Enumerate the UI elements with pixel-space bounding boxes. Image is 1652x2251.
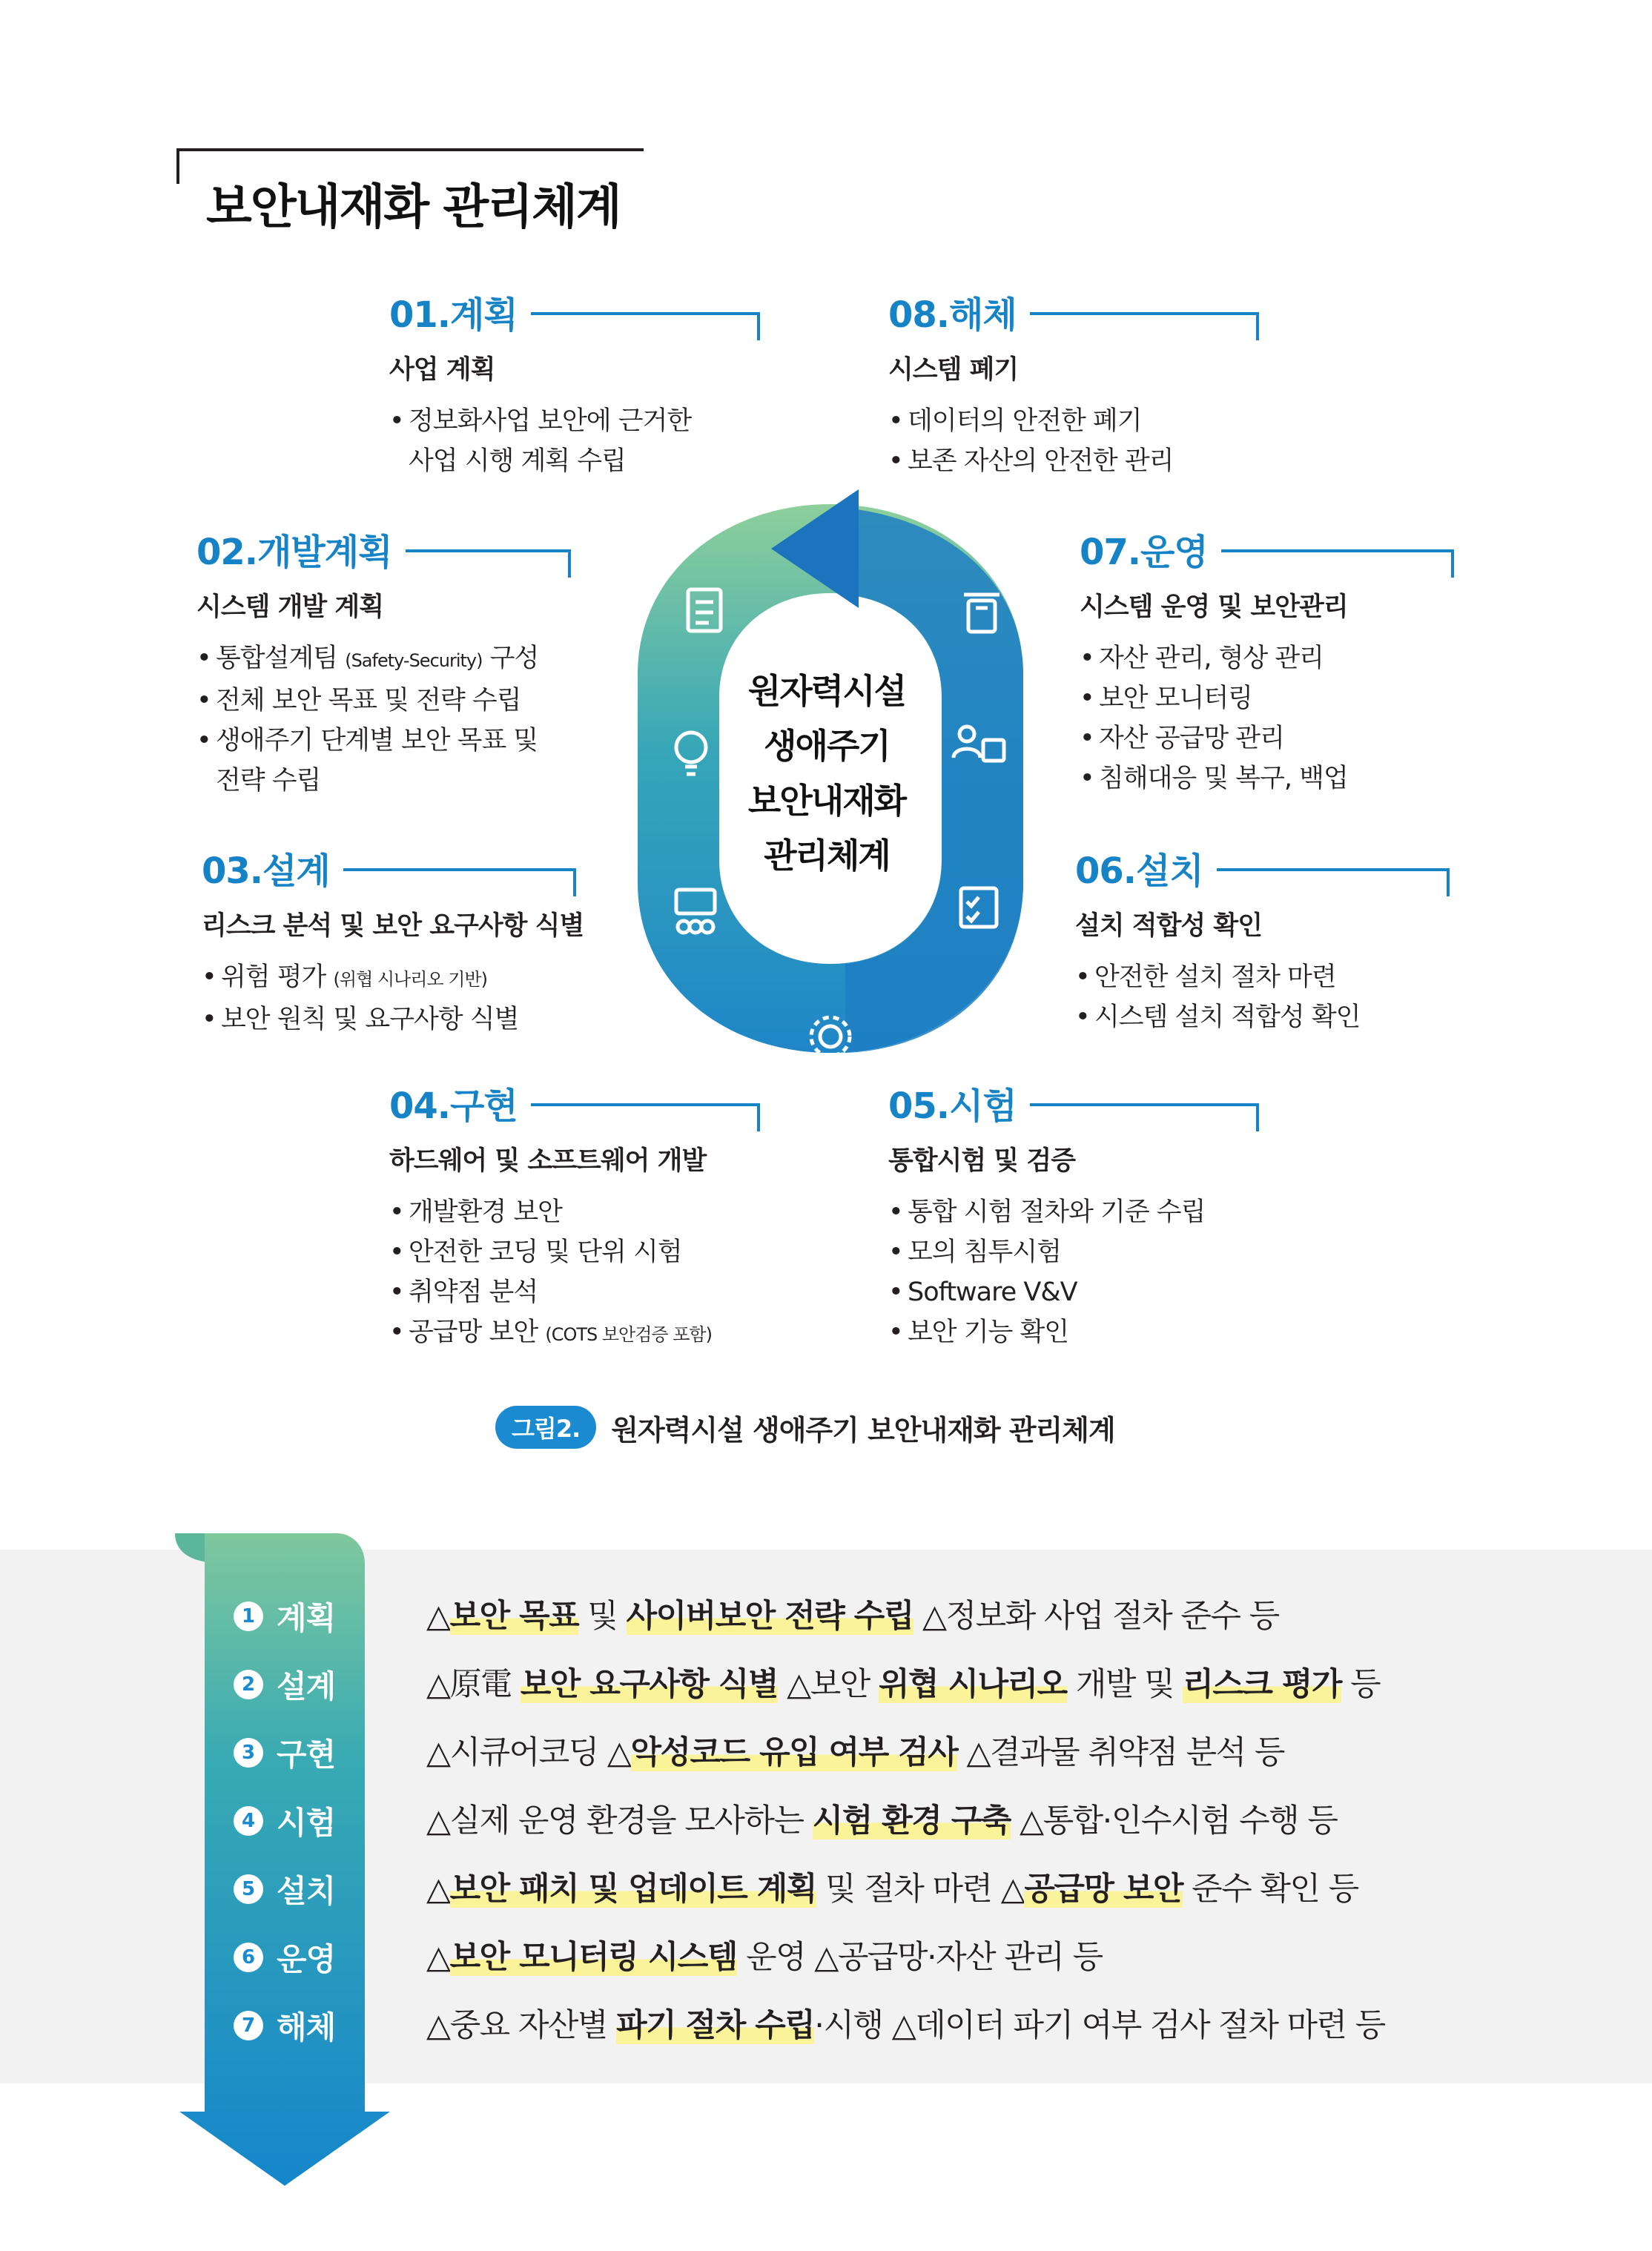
bullet: • 취약점 분석 bbox=[389, 1272, 760, 1312]
stage-title: 05.시험 bbox=[888, 1085, 1017, 1127]
stage-title: 01.계획 bbox=[389, 294, 518, 336]
stage-subtitle: 하드웨어 및 소프트웨어 개발 bbox=[389, 1146, 707, 1176]
step-label: 구현 bbox=[277, 1736, 336, 1773]
bullet: • 보안 원칙 및 요구사항 식별 bbox=[202, 999, 576, 1039]
summary-row-plan: △보안 목표 및 사이버보안 전략 수립 △정보화 사업 절차 준수 등 bbox=[426, 1598, 1279, 1635]
stage-01 bbox=[389, 293, 760, 481]
bullet: • 통합설계팀 (Safety-Security) 구성 bbox=[196, 638, 571, 681]
stage-subtitle: 설치 적합성 확인 bbox=[1075, 911, 1263, 941]
step-install bbox=[234, 1867, 335, 1911]
bullet: • 통합 시험 절차와 기준 수립 bbox=[888, 1192, 1259, 1232]
stage-connector bbox=[1221, 549, 1454, 578]
step-label: 시험 bbox=[277, 1805, 336, 1841]
stage-title: 07.운영 bbox=[1080, 532, 1208, 573]
step-label: 계획 bbox=[277, 1600, 336, 1636]
stage-connector bbox=[343, 868, 576, 896]
step-implement bbox=[234, 1731, 335, 1775]
bullet: • 모의 침투시험 bbox=[888, 1232, 1259, 1272]
cycle-center-line: 보안내재화 bbox=[747, 781, 906, 821]
summary-row-implement: △시큐어코딩 △악성코드 유입 여부 검사 △결과물 취약점 분석 등 bbox=[426, 1734, 1284, 1771]
bullet: • 자산 관리, 형상 관리 bbox=[1080, 638, 1454, 678]
summary-row-decommission: △중요 자산별 파기 절차 수립·시행 △데이터 파기 여부 검사 절차 마련 등 bbox=[426, 2007, 1385, 2044]
bullet: • 안전한 코딩 및 단위 시험 bbox=[389, 1232, 760, 1272]
step-number-badge: 7 bbox=[234, 2011, 263, 2040]
step-number-badge: 6 bbox=[234, 1943, 263, 1972]
stage-05 bbox=[888, 1084, 1259, 1352]
stage-connector bbox=[531, 312, 760, 340]
step-number-badge: 1 bbox=[234, 1602, 263, 1631]
bullet: • 공급망 보안 (COTS 보안검증 포함) bbox=[389, 1312, 760, 1355]
stage-subtitle: 통합시험 및 검증 bbox=[888, 1146, 1076, 1176]
stage-title: 08.해체 bbox=[888, 294, 1017, 336]
step-label: 설치 bbox=[277, 1873, 336, 1909]
stage-title: 03.설계 bbox=[202, 850, 330, 892]
stage-connector bbox=[1030, 1103, 1259, 1131]
bullet: • 보안 모니터링 bbox=[1080, 678, 1454, 718]
stage-subtitle: 시스템 개발 계획 bbox=[196, 592, 384, 622]
step-test bbox=[234, 1799, 335, 1843]
bullet: • Software V&V bbox=[888, 1272, 1259, 1312]
step-design bbox=[234, 1662, 335, 1707]
cycle-center-line: 생애주기 bbox=[764, 726, 890, 766]
stage-subtitle: 시스템 폐기 bbox=[888, 355, 1019, 385]
step-label: 해체 bbox=[277, 2009, 336, 2046]
stage-02 bbox=[196, 530, 571, 801]
step-number-badge: 2 bbox=[234, 1670, 263, 1699]
stage-connector bbox=[406, 549, 571, 578]
stage-subtitle: 시스템 운영 및 보안관리 bbox=[1080, 592, 1348, 622]
figure-caption bbox=[495, 1405, 1115, 1450]
bullet: • 보안 기능 확인 bbox=[888, 1312, 1259, 1352]
step-decommission bbox=[234, 2003, 335, 2048]
step-number-badge: 5 bbox=[234, 1874, 263, 1904]
summary-row-operate: △보안 모니터링 시스템 운영 △공급망·자산 관리 등 bbox=[426, 1939, 1103, 1976]
summary-row-install: △보안 패치 및 업데이트 계획 및 절차 마련 △공급망 보안 준수 확인 등 bbox=[426, 1871, 1358, 1908]
stage-title: 02.개발계획 bbox=[196, 532, 392, 573]
caption-label: 그림2. bbox=[495, 1406, 596, 1449]
summary-row-design: △原電 보안 요구사항 식별 △보안 위협 시나리오 개발 및 리스크 평가 등 bbox=[426, 1666, 1381, 1703]
cycle-center-line: 관리체계 bbox=[764, 836, 890, 876]
cycle-center-text bbox=[704, 664, 949, 883]
stage-connector bbox=[531, 1103, 760, 1131]
stage-connector bbox=[1030, 312, 1259, 340]
bullet: • 위험 평가 (위협 시나리오 기반) bbox=[202, 957, 576, 999]
bullet-cont: 전략 수립 bbox=[216, 766, 321, 796]
cycle-center-line: 원자력시설 bbox=[747, 671, 906, 711]
bullet: • 보존 자산의 안전한 관리 bbox=[888, 441, 1259, 481]
bullet: • 개발환경 보안 bbox=[389, 1192, 760, 1232]
stage-subtitle: 사업 계획 bbox=[389, 355, 495, 385]
bullet: • 침해대응 및 복구, 백업 bbox=[1080, 758, 1454, 799]
bullet: • 전체 보안 목표 및 전략 수립 bbox=[196, 681, 571, 721]
step-label: 운영 bbox=[277, 1941, 336, 1977]
stage-07 bbox=[1080, 530, 1454, 799]
bullet: • 자산 공급망 관리 bbox=[1080, 718, 1454, 758]
step-number-badge: 3 bbox=[234, 1738, 263, 1768]
page-title: 보안내재화 관리체계 bbox=[206, 180, 621, 235]
bullet-cont: 사업 시행 계획 수립 bbox=[409, 446, 626, 476]
stage-connector bbox=[1217, 868, 1450, 896]
caption-text: 원자력시설 생애주기 보안내재화 관리체계 bbox=[611, 1413, 1115, 1447]
step-plan bbox=[234, 1594, 335, 1639]
stage-04 bbox=[389, 1084, 760, 1355]
stage-06 bbox=[1075, 849, 1450, 1037]
summary-row-test: △실제 운영 환경을 모사하는 시험 환경 구축 △통합·인수시험 수행 등 bbox=[426, 1802, 1338, 1840]
stage-03 bbox=[202, 849, 584, 1039]
bullet: • 정보화사업 보안에 근거한 bbox=[389, 401, 760, 441]
stage-title: 06.설치 bbox=[1075, 850, 1203, 892]
bullet: • 데이터의 안전한 폐기 bbox=[888, 401, 1259, 441]
stage-subtitle: 리스크 분석 및 보안 요구사항 식별 bbox=[202, 911, 584, 941]
step-number-badge: 4 bbox=[234, 1806, 263, 1836]
bullet: • 생애주기 단계별 보안 목표 및 bbox=[196, 721, 571, 761]
step-label: 설계 bbox=[277, 1668, 336, 1705]
bullet: • 안전한 설치 절차 마련 bbox=[1075, 957, 1450, 997]
stage-title: 04.구현 bbox=[389, 1085, 518, 1127]
step-operate bbox=[234, 1935, 335, 1980]
stage-08 bbox=[888, 293, 1259, 481]
bullet: • 시스템 설치 적합성 확인 bbox=[1075, 997, 1450, 1037]
